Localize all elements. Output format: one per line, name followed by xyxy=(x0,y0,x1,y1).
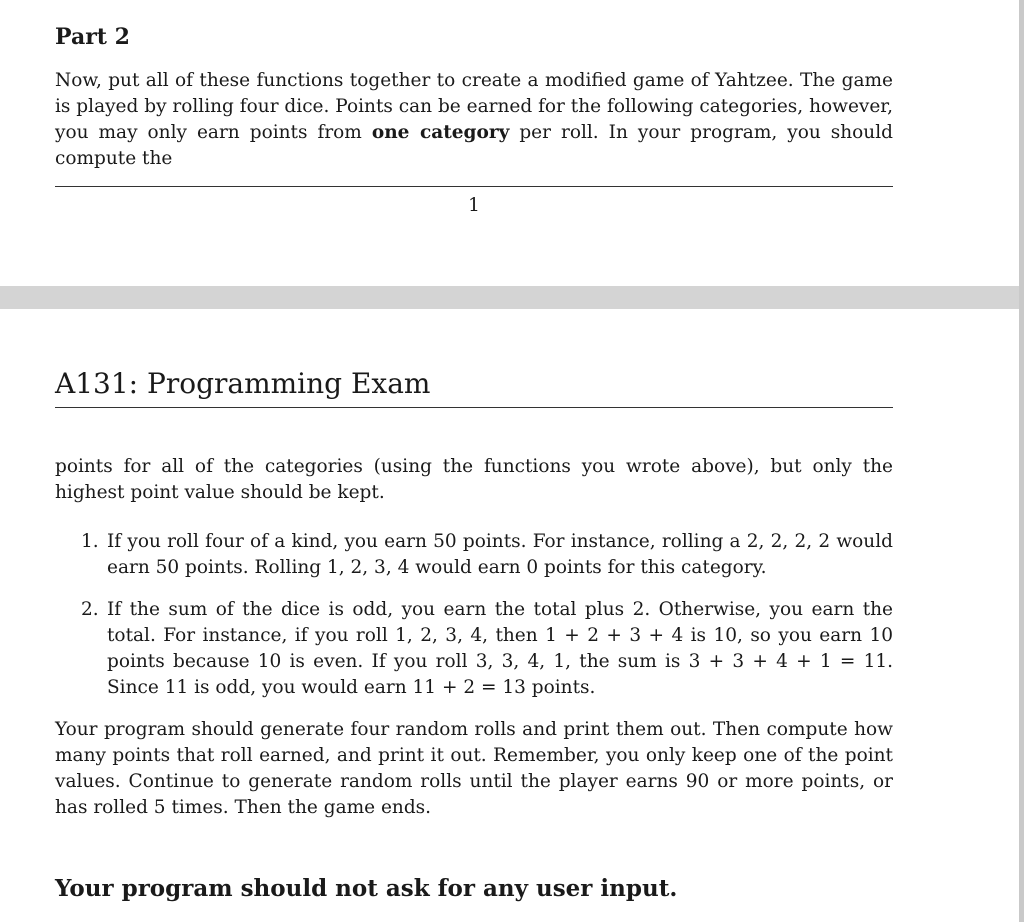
intro-text-end: per roll. In your program, you should compute the xyxy=(55,122,893,169)
closing-paragraph: Your program should generate four random rolls and print them out. Then compute how many points that roll earned, and print it out. Remember, you only keep one of the point values. Continue to generate random rolls until the player earns 90 or more points, or has rolled 5 times. Then the game ends. xyxy=(55,719,893,818)
intro-paragraph-container xyxy=(55,68,893,172)
list-item-number: 1. xyxy=(81,531,99,552)
page2-body xyxy=(55,454,893,821)
intro-text-start: Now, put all of these functions together to create a modified game of Yahtzee. The game is played by rolling four dice. Points can be earned for the following categories, however, you may only earn points from xyxy=(55,70,893,143)
page-header-title: A131: Programming Exam xyxy=(55,367,431,400)
list-item-text: If the sum of the dice is odd, you earn the total plus 2. Otherwise, you earn the total. For instance, if you roll 1, 2, 3, 4, then 1 + 2 + 3 + 4 is 10, so you earn 10 points because 10 is even. If you roll 3, 3, 4, 1, the sum is 3 + 3 + 4 + 1 = 11. Since 11 is odd, you would earn 11 + 2 = 13 points. xyxy=(107,599,893,698)
intro-paragraph xyxy=(55,68,893,172)
list-item xyxy=(55,597,893,701)
final-note: Your program should not ask for any user input. xyxy=(55,875,678,902)
document-page-2 xyxy=(0,309,1019,922)
category-list xyxy=(55,529,893,701)
footer-rule xyxy=(55,186,893,187)
list-item xyxy=(55,529,893,581)
viewer-scroll-edge xyxy=(1019,0,1024,922)
intro-text-bold: one category xyxy=(371,122,510,143)
page-number: 1 xyxy=(468,195,480,216)
header-rule xyxy=(55,407,893,408)
list-item-text: If you roll four of a kind, you earn 50 points. For instance, rolling a 2, 2, 2, 2 would earn 50 points. Rolling 1, 2, 3, 4 would earn 0 points for this category. xyxy=(107,531,893,578)
section-title: Part 2 xyxy=(55,24,130,50)
document-page-1 xyxy=(0,0,1019,286)
continued-paragraph: points for all of the categories (using the functions you wrote above), but only the highest point value should be kept. xyxy=(55,456,893,503)
list-item-number: 2. xyxy=(81,599,99,620)
